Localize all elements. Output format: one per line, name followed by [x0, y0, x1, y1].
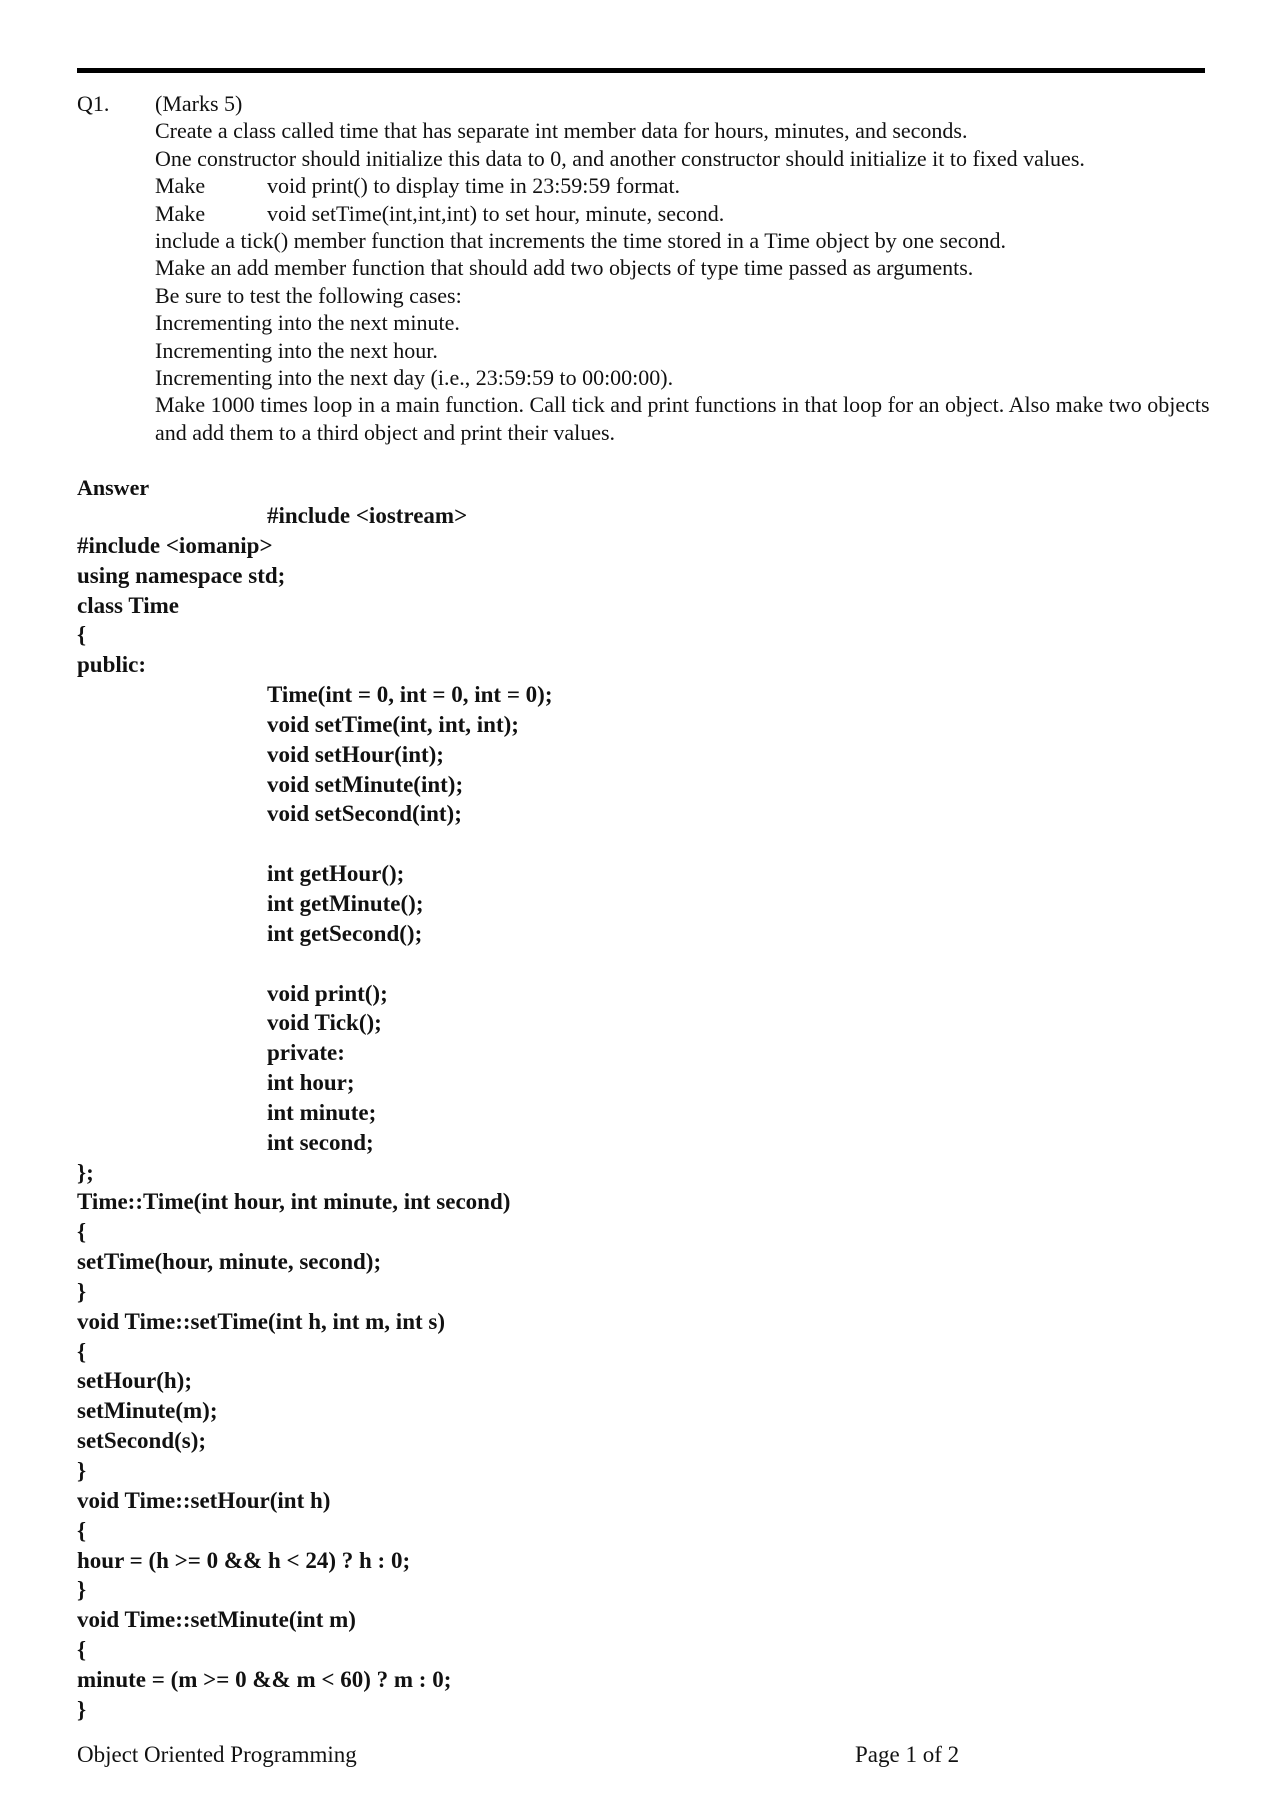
question-make-line [155, 172, 1227, 199]
code-line: }; [77, 1159, 94, 1185]
code-line: int getSecond(); [267, 920, 423, 946]
make-keyword: Make [155, 173, 206, 199]
question-line: Make an add member function that should add two objects of type time passed as arguments. [155, 255, 974, 281]
answer-label: Answer [77, 475, 150, 500]
question-line: Incrementing into the next hour. [155, 337, 438, 363]
code-line: int second; [267, 1129, 374, 1155]
code-line: minute = (m >= 0 && m < 60) ? m : 0; [77, 1666, 452, 1692]
question-line: Incrementing into the next minute. [155, 310, 460, 336]
code-line: void Time::setTime(int h, int m, int s) [77, 1308, 446, 1334]
code-line: void Time::setMinute(int m) [77, 1607, 356, 1633]
code-line: setTime(hour, minute, second); [77, 1249, 382, 1275]
code-line: { [77, 622, 87, 648]
question-line: include a tick() member function that increments the time stored in a Time object by one second. [155, 228, 1007, 254]
code-line: void setMinute(int); [267, 771, 464, 797]
question-number: Q1. [77, 91, 110, 116]
code-line: void setHour(int); [267, 741, 444, 767]
code-line: setMinute(m); [77, 1398, 218, 1424]
code-line: void print(); [267, 980, 388, 1006]
code-line: int hour; [267, 1070, 355, 1096]
question-line: One constructor should initialize this data to 0, and another constructor should initialize it to fixed values. [155, 145, 1085, 171]
question-line: Create a class called time that has separate int member data for hours, minutes, and seconds. [155, 118, 968, 144]
code-line: { [77, 1637, 87, 1663]
question-body [155, 90, 1227, 446]
code-line: using namespace std; [77, 562, 286, 588]
code-line: { [77, 1338, 87, 1364]
question-line: Make 1000 times loop in a main function. Call tick and print functions in that loop for an object. Also make two objects and add them to a third object and print their values. [155, 392, 1210, 445]
make-detail: void print() to display time in 23:59:59 format. [267, 173, 681, 199]
code-line: int getMinute(); [267, 890, 424, 916]
question-marks: (Marks 5) [155, 91, 243, 116]
code-line: { [77, 1219, 87, 1245]
code-line: void setSecond(int); [267, 801, 462, 827]
code-line: } [77, 1696, 87, 1722]
footer-page-number: Page 1 of 2 [855, 1742, 960, 1767]
code-line: class Time [77, 592, 180, 618]
code-line [77, 949, 1177, 979]
code-line: void Time::setHour(int h) [77, 1487, 331, 1513]
code-line: #include <iomanip> [77, 532, 273, 558]
code-line: int getHour(); [267, 861, 405, 887]
code-line: Time::Time(int hour, int minute, int second) [77, 1189, 511, 1215]
top-rule [77, 68, 1205, 73]
question-line: Incrementing into the next day (i.e., 23:59:59 to 00:00:00). [155, 365, 674, 391]
footer-course: Object Oriented Programming [77, 1742, 357, 1767]
code-line: private: [267, 1040, 345, 1066]
code-line: } [77, 1458, 87, 1483]
code-block [77, 501, 1177, 1725]
code-line: } [77, 1278, 87, 1304]
make-keyword: Make [155, 200, 206, 226]
question-line: Be sure to test the following cases: [155, 282, 462, 308]
code-line: void Tick(); [267, 1010, 382, 1036]
code-line: } [77, 1577, 87, 1603]
code-line: setHour(h); [77, 1368, 192, 1394]
code-line: setSecond(s); [77, 1428, 207, 1454]
code-line: public: [77, 652, 147, 678]
code-line: void setTime(int, int, int); [267, 711, 519, 737]
code-line: #include <iostream> [267, 503, 468, 528]
question-make-line [155, 200, 1227, 227]
make-detail: void setTime(int,int,int) to set hour, minute, second. [267, 200, 725, 226]
code-line: Time(int = 0, int = 0, int = 0); [267, 682, 553, 708]
code-line: int minute; [267, 1099, 377, 1125]
code-line: { [77, 1517, 87, 1543]
code-line: hour = (h >= 0 && h < 24) ? h : 0; [77, 1547, 411, 1573]
code-line [77, 829, 1177, 859]
